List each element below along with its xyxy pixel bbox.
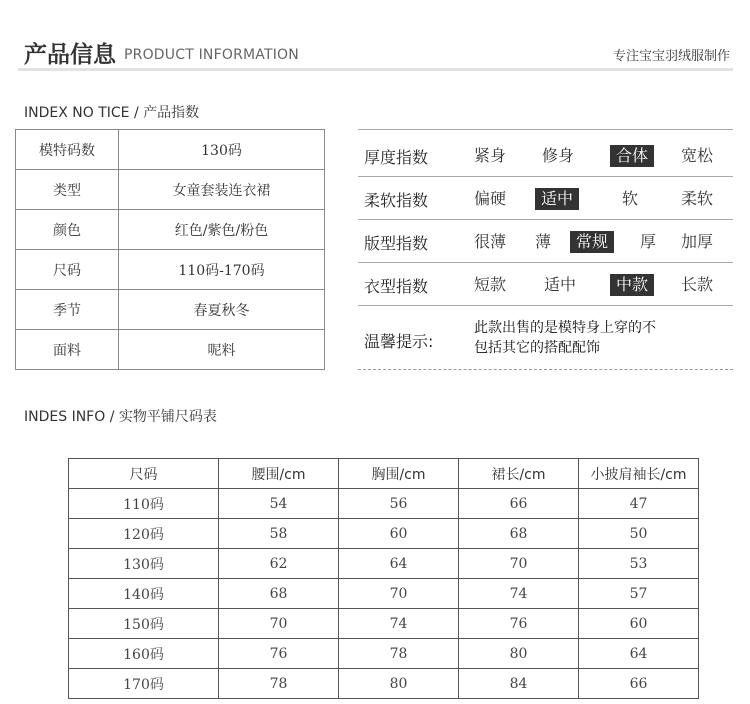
table-row: [69, 669, 699, 699]
table-cell: 130码: [69, 549, 219, 579]
tip-text: [474, 318, 704, 358]
index-row-fit: [358, 220, 733, 263]
brand-slogan: 专注宝宝羽绒服制作: [612, 49, 730, 64]
table-cell: 140码: [69, 579, 219, 609]
table-cell: 76: [219, 639, 339, 669]
table-cell: 60: [579, 609, 699, 639]
table-cell: 64: [339, 549, 459, 579]
info-value: 女童套装连衣裙: [119, 170, 325, 210]
index-option: 短款: [474, 275, 507, 294]
size-section-title: INDES INFO / 实物平铺尺码表: [24, 409, 217, 425]
table-row: [69, 609, 699, 639]
table-row: [69, 639, 699, 669]
table-cell: 57: [579, 579, 699, 609]
info-key: 模特码数: [16, 130, 119, 170]
index-option-selected: 适中: [535, 188, 579, 210]
table-row: [69, 519, 699, 549]
column-header: 尺码: [69, 459, 219, 489]
column-header: 胸围/cm: [339, 459, 459, 489]
info-value: 春夏秋冬: [119, 290, 325, 330]
info-value: 130码: [119, 130, 325, 170]
info-key: 类型: [16, 170, 119, 210]
table-cell: 53: [579, 549, 699, 579]
notice-section-title: INDEX NO TICE / 产品指数: [24, 105, 200, 121]
table-cell: 47: [579, 489, 699, 519]
index-label: 版型指数: [364, 234, 429, 253]
table-row: [16, 170, 325, 210]
index-row-thickness: [358, 134, 733, 177]
column-header: 腰围/cm: [219, 459, 339, 489]
table-cell: 68: [459, 519, 579, 549]
index-option: 薄: [535, 232, 552, 251]
table-row: [16, 250, 325, 290]
table-row: [16, 130, 325, 170]
table-row: [69, 489, 699, 519]
index-option-selected: 中款: [610, 274, 654, 296]
table-cell: 54: [219, 489, 339, 519]
table-cell: 58: [219, 519, 339, 549]
tip-line: 包括其它的搭配配饰: [474, 340, 600, 356]
table-row: [16, 290, 325, 330]
tip-label: 温馨提示:: [364, 332, 434, 351]
table-cell: 64: [579, 639, 699, 669]
index-option-selected: 合体: [610, 145, 654, 167]
table-cell: 84: [459, 669, 579, 699]
table-cell: 60: [339, 519, 459, 549]
table-row: [16, 210, 325, 250]
tip-divider: [358, 369, 733, 371]
info-key: 面料: [16, 330, 119, 370]
info-key: 季节: [16, 290, 119, 330]
index-row-softness: [358, 177, 733, 220]
table-cell: 68: [219, 579, 339, 609]
table-cell: 76: [459, 609, 579, 639]
table-header-row: [69, 459, 699, 489]
table-cell: 74: [459, 579, 579, 609]
tip-line: 此款出售的是模特身上穿的不: [474, 320, 656, 336]
index-option: 加厚: [681, 232, 714, 251]
page-subtitle: PRODUCT INFORMATION: [124, 47, 299, 63]
index-row-length: [358, 263, 733, 306]
column-header: 裙长/cm: [459, 459, 579, 489]
table-cell: 66: [579, 669, 699, 699]
index-option: 紧身: [474, 146, 507, 165]
index-top-divider: [358, 129, 733, 130]
info-key: 尺码: [16, 250, 119, 290]
table-cell: 78: [339, 639, 459, 669]
table-cell: 160码: [69, 639, 219, 669]
table-cell: 80: [459, 639, 579, 669]
table-cell: 50: [579, 519, 699, 549]
info-key: 颜色: [16, 210, 119, 250]
index-option: 很薄: [474, 232, 507, 251]
table-cell: 150码: [69, 609, 219, 639]
table-row: [16, 330, 325, 370]
product-info-table: [15, 129, 325, 370]
page-title: 产品信息: [24, 42, 116, 68]
table-cell: 62: [219, 549, 339, 579]
table-cell: 110码: [69, 489, 219, 519]
column-header: 小披肩袖长/cm: [579, 459, 699, 489]
table-cell: 66: [459, 489, 579, 519]
index-option: 厚: [640, 232, 657, 251]
index-label: 衣型指数: [364, 277, 429, 296]
index-option: 适中: [544, 275, 577, 294]
index-option: 软: [622, 189, 639, 208]
table-cell: 74: [339, 609, 459, 639]
table-cell: 70: [219, 609, 339, 639]
table-row: [69, 549, 699, 579]
table-row: [69, 579, 699, 609]
index-option-selected: 常规: [570, 231, 614, 253]
info-value: 110码-170码: [119, 250, 325, 290]
index-option: 长款: [681, 275, 714, 294]
table-cell: 170码: [69, 669, 219, 699]
info-value: 红色/紫色/粉色: [119, 210, 325, 250]
table-cell: 120码: [69, 519, 219, 549]
table-cell: 56: [339, 489, 459, 519]
index-option: 偏硬: [474, 189, 507, 208]
table-cell: 70: [339, 579, 459, 609]
index-label: 厚度指数: [364, 148, 429, 167]
index-label: 柔软指数: [364, 191, 429, 210]
index-option: 柔软: [681, 189, 714, 208]
table-cell: 80: [339, 669, 459, 699]
index-option: 宽松: [681, 146, 714, 165]
table-cell: 70: [459, 549, 579, 579]
info-value: 呢料: [119, 330, 325, 370]
size-table: [68, 458, 699, 699]
header-divider: [18, 68, 733, 71]
index-option: 修身: [542, 146, 575, 165]
table-cell: 78: [219, 669, 339, 699]
